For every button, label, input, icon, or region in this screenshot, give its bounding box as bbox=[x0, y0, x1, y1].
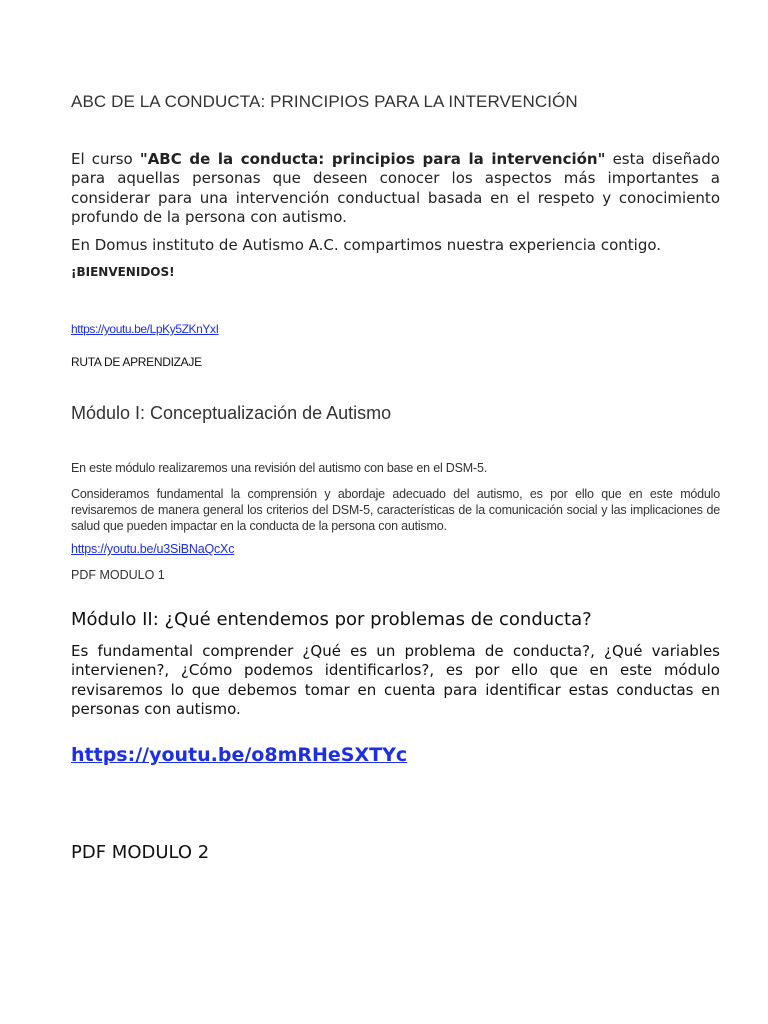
intro-suffix: esta diseñado para aquellas personas que deseen conocer los aspectos más importantes a considerar para una intervención conductual basada en el respeto y conocimiento profundo de la persona con autismo. bbox=[71, 150, 720, 226]
module1-paragraph2: Consideramos fundamental la comprensión y abordaje adecuado del autismo, es por ello que en este módulo revisaremos de manera general los criterios del DSM-5, características de la comunicación social y las implicaciones de salud que pueden impactar en la conducta de la persona con autismo. bbox=[71, 487, 720, 533]
module1-paragraph1: En este módulo realizaremos una revisión del autismo con base en el DSM-5. bbox=[71, 461, 487, 475]
intro-video-link[interactable]: https://youtu.be/LpKy5ZKnYxI bbox=[71, 322, 219, 336]
welcome-text: ¡BIENVENIDOS! bbox=[71, 265, 175, 279]
module2-video-link[interactable]: https://youtu.be/o8mRHeSXTYc bbox=[71, 744, 408, 766]
module2-link-line bbox=[71, 744, 720, 766]
course-name: "ABC de la conducta: principios para la intervención" bbox=[139, 150, 606, 168]
module2-paragraph: Es fundamental comprender ¿Qué es un problema de conducta?, ¿Qué variables intervienen?, ¿Cómo podemos identificarlos?, es por ello que en este módulo revisaremos lo que debemos tomar en cuenta para identificar estas conductas en personas con autismo. bbox=[71, 642, 720, 718]
page-title: ABC DE LA CONDUCTA: PRINCIPIOS PARA LA INTERVENCIÓN bbox=[71, 92, 578, 111]
module1-heading: Módulo I: Conceptualización de Autismo bbox=[71, 403, 392, 423]
intro-video-link-line bbox=[71, 322, 720, 336]
intro-paragraph bbox=[71, 150, 720, 227]
intro-prefix: El curso bbox=[71, 150, 140, 168]
module1-video-link[interactable]: https://youtu.be/u3SiBNaQcXc bbox=[71, 542, 235, 556]
module1-link-line bbox=[71, 542, 720, 556]
experience-paragraph: En Domus instituto de Autismo A.C. compartimos nuestra experiencia contigo. bbox=[71, 236, 662, 254]
module2-pdf-link[interactable]: PDF MODULO 2 bbox=[71, 842, 210, 863]
route-heading: RUTA DE APRENDIZAJE bbox=[71, 355, 202, 369]
module2-heading: Módulo II: ¿Qué entendemos por problemas de conducta? bbox=[71, 609, 592, 630]
module1-pdf-link[interactable]: PDF MODULO 1 bbox=[71, 568, 165, 582]
